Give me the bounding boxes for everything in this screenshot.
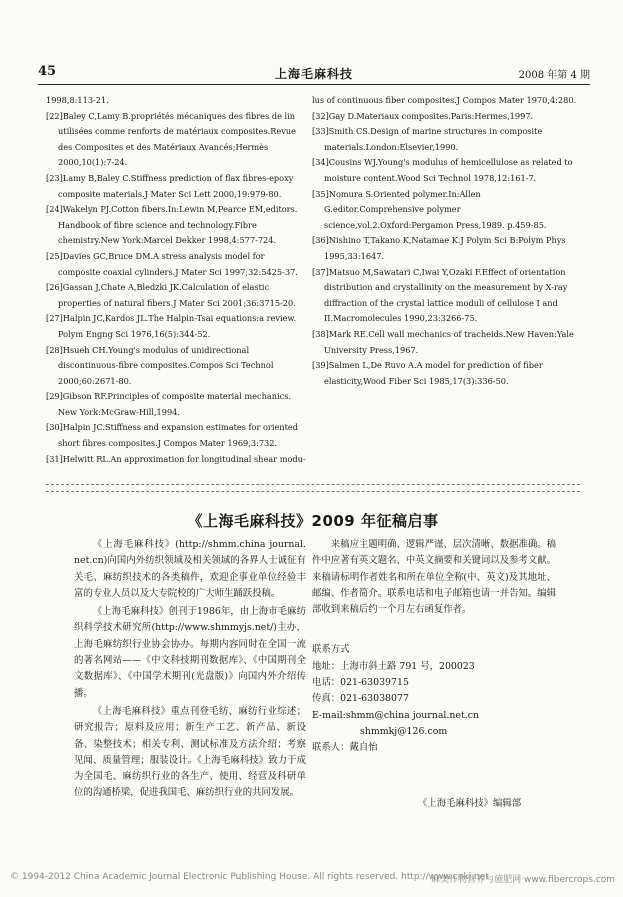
reference-item: [38]Mark RE.Cell wall mechanics of tracheids.New Haven:Yale University Press,1967. — [312, 328, 574, 355]
reference-item: [26]Gassan J,Chate A,Bledzki JK.Calculation of elastic properties of natural fibers.J Mater Sci 2001;36:3715-20. — [46, 282, 296, 308]
reference-item: [35]Nomura S.Oriented polymer.In:Allen G.editor.Comprehensive polymer science,vol.2.Oxford:Pergamon Press,1989. p.459-85. — [312, 188, 547, 230]
watermark: 麻类作物营养与施肥网 www.fibercrops.com — [431, 875, 615, 885]
page-number: 45 — [38, 64, 57, 79]
cfp-paragraph: 《上海毛麻科技》创刊于1986年，由上海市毛麻纺织科学技术研究所(http://www.shmmyjs.net/)主办，上海毛麻纺织行业协会协办。每期内容同时在全国一流的著名网站——《中文科技期刊数据库》、《中国期刊全文数据库》、《中国学术期刊(光盘版)》向国内外介绍传播。 — [74, 606, 306, 699]
reference-item: lus of continuous fiber composites.J Compos Mater 1970,4:280. — [312, 95, 577, 105]
cfp-paragraph: 《上海毛麻科技》(http://shmm.china journal. net.cn)向国内外纺织领域及相关领域的各界人士诚征有关毛、麻纺织技术的各类稿件，欢迎企事业单位经验丰富的专业人员以及大专院校的广大师生踊跃投稿。 — [74, 539, 306, 599]
reference-item: [37]Matsuo M,Sawatari C,Iwai Y,Ozaki F.Effect of orientation distribution and crystallinity on the measurement by X-ray diffraction of the crystal lattice moduli of cellulose I and II.Macromolecules 1990,23:3266-75. — [312, 266, 568, 324]
reference-item: [34]Cousins WJ.Young's modulus of hemicellulose as related to moisture content.Wood Sci Technol 1978,12:161-7. — [312, 157, 573, 183]
contact-phone: 电话：021-63039715 — [312, 677, 409, 689]
reference-item: [23]Lamy B,Baley C.Stiffness prediction of flax fibres-epoxy composite materials.J Mater Sci Lett 2000,19:979-80. — [46, 172, 294, 199]
reference-item: [27]Halpin JC,Kardos JL.The Halpin-Tsai equations:a review. Polym Engng Sci 1976,16(5):344-52. — [46, 313, 297, 339]
reference-item: [33]Smith CS.Design of marine structures in composite materials.London:Elsevier,1990. — [312, 126, 543, 152]
reference-item: [30]Halpin JC.Stiffness and expansion estimates for oriented short fibres composites.J Compos Mater 1969,3:732. — [46, 422, 298, 449]
journal-title: 上海毛麻科技 — [274, 67, 353, 81]
call-for-papers-title: 《上海毛麻科技》2009 年征稿启事 — [187, 512, 439, 530]
references-right-column — [312, 93, 582, 389]
contact-person: 联系人：戴自怡 — [312, 742, 378, 754]
reference-item: [22]Baley C,Lamy B.propriétés mécaniques des fibres de lin utilisées comme renforts de matériaux composites.Revue des Composites et des Matériaux Avancés;Hermès 2000,10(1):7-24. — [46, 110, 296, 168]
reference-item: [36]Nishino T,Takano K,Natamae K.J Polym Sci B:Polym Phys 1995,33:1647. — [312, 235, 566, 261]
cfp-right-column — [312, 537, 556, 757]
page-header — [38, 64, 590, 85]
contact-email-secondary: shmmkj@126.com — [360, 725, 448, 737]
reference-item: [29]Gibson RF.Principles of composite material mechanics. New York:McGraw-Hill,1994. — [46, 391, 292, 417]
reference-item: 1998,8:113-21. — [46, 95, 109, 105]
contact-title: 联系方式 — [312, 644, 350, 656]
issue-label: 2008 年第 4 期 — [518, 70, 590, 81]
editorial-office: 《上海毛麻科技》编辑部 — [418, 798, 522, 809]
reference-item: [32]Gay D.Materiaux composites.Paris:Hermes,1997. — [312, 110, 534, 121]
section-divider — [46, 484, 580, 492]
contact-fax: 传真：021-63038077 — [312, 693, 409, 705]
contact-email: E-mail:shmm@china journal.net.cn — [312, 709, 480, 721]
cfp-paragraph: 《上海毛麻科技》重点刊登毛纺、麻纺行业综述；研究报告；原料及应用；新生产工艺、新产品、新设备、染整技术；相关专利、测试标准及方法介绍；考察见闻、质量管理；服装设计。《上海毛麻科技》致力于成为全国毛、麻纺织行业的各生产、使用、经营及科研单位的沟通桥梁，促进我国毛、麻纺织行业的共同发展。 — [74, 705, 306, 799]
reference-item: [39]Salmen L,De Ruvo A.A model for prediction of fiber elasticity,Wood Fiber Sci 1985,17(3):336-50. — [312, 360, 543, 386]
contact-address: 地址：上海市斜土路 791 号，200023 — [312, 660, 475, 672]
references-left-column — [46, 93, 308, 467]
cfp-paragraph: 来稿应主题明确、逻辑严谨、层次清晰、数据准确。稿件中应著有英文题名、中英文摘要和关键词以及参考文献。来稿请标明作者姓名和所在单位全称(中、英文)及其地址、邮编、作者简介。联系电话和电子邮箱也请一并告知。编辑部收到来稿后约一个月左右函复作者。 — [312, 539, 556, 616]
reference-item: [25]Davies GC,Bruce DM.A stress analysis model for composite coaxial cylinders.J Mater Sci 1997;32:5425-37. — [46, 250, 298, 277]
reference-item: [24]Wakelyn PJ.Cotton fibers.In:Lewin M,Pearce EM,editors. Handbook of fibre science and technology.Fibre chemistry.New York:Marcel Dekker 1998,4:577-724. — [46, 204, 298, 246]
copyright-notice: © 1994-2012 China Academic Journal Electronic Publishing House. All rights reserved. http://www.cnki.net — [10, 872, 489, 882]
cfp-left-column — [74, 537, 306, 804]
reference-item: [28]Hsueh CH.Young's modulus of unidirectional discontinuous-fibre composites.Compos Sci Technol 2000;60:2671-80. — [46, 344, 274, 386]
reference-item: [31]Helwitt RL.An approximation for longitudinal shear modu- — [46, 453, 306, 464]
